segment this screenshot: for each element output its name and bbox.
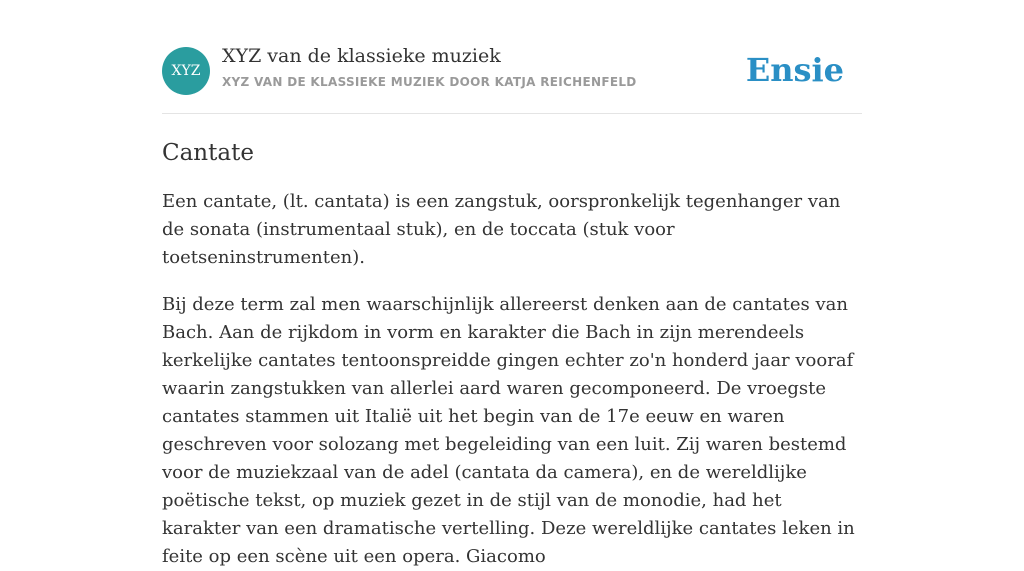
site-subtitle: XYZ VAN DE KLASSIEKE MUZIEK DOOR KATJA REICHENFELD: [222, 75, 637, 89]
article-paragraph: Bij deze term zal men waarschijnlijk allereerst denken aan de cantates van Bach. Aan de rijkdom in vorm en karakter die Bach in zijn merendeels kerkelijke cantates tentoonspreidde gingen echter zo'n honderd jaar vooraf waarin zangstukken van allerlei aard waren gecomponeerd. De vroegste cantates stammen uit Italië uit het begin van de 17e eeuw en waren geschreven voor solozang met begeleiding van een luit. Zij waren bestemd voor de muziekzaal van de adel (cantata da camera), en de wereldlijke poëtische tekst, op muziek gezet in de stijl van de monodie, had het karakter van een dramatische vertelling. Deze wereldlijke cantates leken in feite op een scène uit een opera. Giacomo: [162, 294, 855, 567]
article-page: [162, 0, 862, 571]
brand-logo[interactable]: Ensie: [745, 51, 844, 89]
article-title: Cantate: [162, 140, 254, 166]
avatar[interactable]: XYZ: [162, 47, 210, 95]
article-paragraph: Een cantate, (lt. cantata) is een zangstuk, oorspronkelijk tegenhanger van de sonata (instrumentaal stuk), en de toccata (stuk voor toetseninstrumenten).: [162, 191, 841, 268]
site-header: [162, 0, 862, 114]
site-title[interactable]: XYZ van de klassieke muziek: [222, 45, 501, 67]
